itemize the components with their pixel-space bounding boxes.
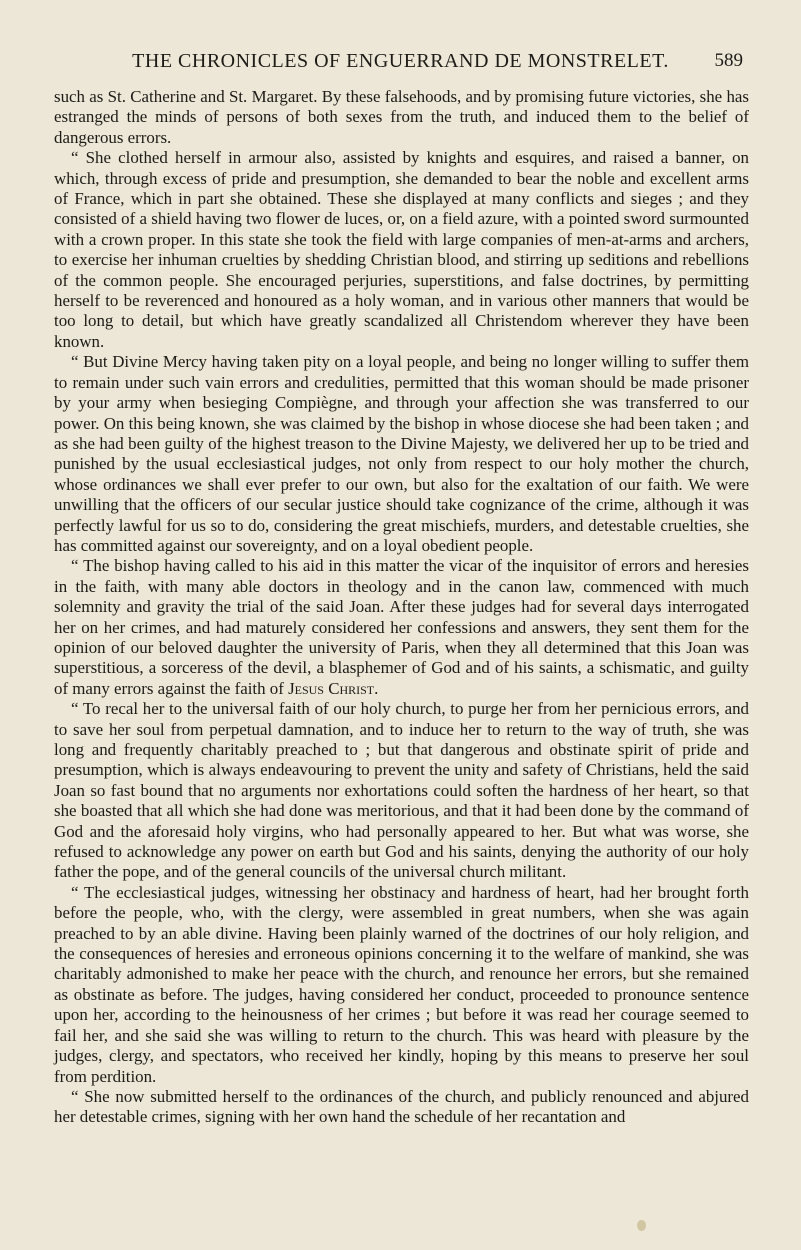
small-caps-name: Jesus Christ. [288,678,379,698]
paragraph-5: “ To recal her to the universal faith of our holy church, to purge her from her pernicious errors, and to save her soul from perpetual damnation, and to induce her to return to the way of truth, she was long and frequently charitably preached to ; but that dangerous and obstinate spirit of pride and presumption, which is always endeavouring to prevent the unity and safety of Christians, held the said Joan so fast bound that no arguments nor exhortations could soften the hardness of her heart, so that she boasted that all which she had done was meritorious, and that it had been done by the command of God and the aforesaid holy virgins, who had personally appeared to her. But what was worse, she refused to acknowledge any power on earth but God and his saints, denying the authority of our holy father the pope, and of the general councils of the universal church militant. [54,699,749,882]
ink-smudge [637,1220,646,1231]
paragraph-2: “ She clothed herself in armour also, assisted by knights and esquires, and raised a banner, on which, through excess of pride and presumption, she demanded to bear the noble and excellent arms of France, which in part she obtained. These she displayed at many conflicts and sieges ; and they consisted of a shield having two flower de luces, or, on a field azure, with a pointed sword surmounted with a crown proper. In this state she took the field with large companies of men-at-arms and archers, to exercise her inhuman cruelties by shedding Christian blood, and stirring up seditions and rebellions of the common people. She encouraged perjuries, superstitions, and false doctrines, by permitting herself to be reverenced and honoured as a holy woman, and in various other manners that would be too long to detail, but which have greatly scandalized all Christendom wherever they have been known. [54,148,749,351]
paragraph-4-text: “ The bishop having called to his aid in this matter the vicar of the inquisitor of errors and heresies in the faith, with many able doctors in theology and in the canon law, commenced with much solemnity and gravity the trial of the said Joan. After these judges had for several days interrogated her on her crimes, and had maturely considered her confessions and answers, they sent them for the opinion of our beloved daughter the university of Paris, when they all determined that this Joan was superstitious, a sorceress of the devil, a blasphemer of God and of his saints, a schismatic, and guilty of many errors against the faith of [54,556,749,698]
running-title: THE CHRONICLES OF ENGUERRAND DE MONSTRELET. [132,50,669,72]
page-header [54,44,747,78]
paragraph-1: such as St. Catherine and St. Margaret. By these falsehoods, and by promising future victories, she has estranged the minds of persons of both sexes from the truth, and induced them to the belief of dangerous errors. [54,87,749,147]
paragraph-3: “ But Divine Mercy having taken pity on a loyal people, and being no longer willing to suffer them to remain under such vain errors and credulities, permitted that this woman should be made prisoner by your army when besieging Compiègne, and through your affection she was transferred to our power. On this being known, she was claimed by the bishop in whose diocese she had been taken ; and as she had been guilty of the highest treason to the Divine Majesty, we delivered her up to be tried and punished by the usual ecclesiastical judges, not only from respect to our holy mother the church, whose ordinances we shall ever prefer to our own, but also for the exaltation of our faith. We were unwilling that the officers of our secular justice should take cognizance of the crime, although it was perfectly lawful for us so to do, considering the great mischiefs, murders, and detestable cruelties, she has committed against our sovereignty, and on a loyal obedient people. [54,352,749,555]
paragraph-4 [54,556,749,699]
paragraph-7: “ She now submitted herself to the ordinances of the church, and publicly renounced and abjured her detestable crimes, signing with her own hand the schedule of her recantation and [54,1086,749,1127]
paragraph-6: “ The ecclesiastical judges, witnessing her obstinacy and hardness of heart, had her brought forth before the people, who, with the clergy, were assembled in great numbers, when she was again preached to by an able divine. Having been plainly warned of the doctrines of our holy religion, and the consequences of heresies and erroneous opinions concerning it to the welfare of mankind, she was charitably admonished to make her peace with the church, and renounce her errors, but she remained as obstinate as before. The judges, having considered her conduct, proceeded to pronounce sentence upon her, according to the heinousness of her crimes ; but before it was read her courage seemed to fail her, and she said she was willing to return to the church. This was heard with pleasure by the judges, clergy, and spectators, who received her kindly, hoping by this means to preserve her soul from perdition. [54,882,749,1086]
body-text [54,87,749,1128]
page-number: 589 [714,50,743,71]
